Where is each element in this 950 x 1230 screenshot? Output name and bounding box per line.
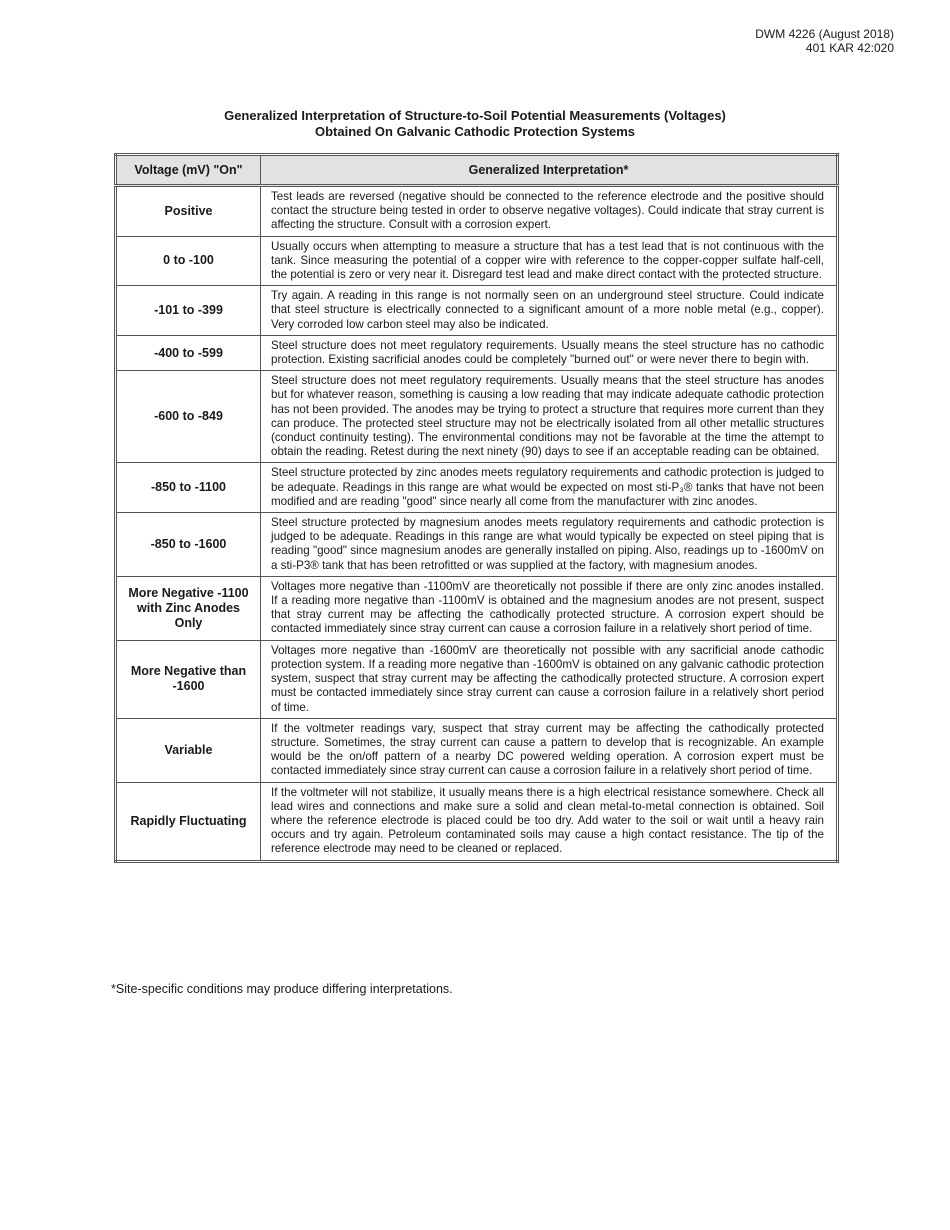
title-line-1: Generalized Interpretation of Structure-to-Soil Potential Measurements (Voltages) bbox=[224, 108, 726, 123]
interpretation-table-container bbox=[114, 153, 836, 863]
table-row bbox=[116, 718, 838, 782]
table-row bbox=[116, 513, 838, 577]
interpretation-cell: Voltages more negative than -1600mV are theoretically not possible with any sacrificial anode cathodic protection system. If a reading more negative than -1600mV is obtained on any galvanic cathodic protection system, suspect that stray current may be affecting the cathodically protected structure. A corrosion expert must be contacted immediately since stray current can cause a corrosion failure in a relatively short period of time. bbox=[261, 640, 838, 718]
column-header-voltage: Voltage (mV) "On" bbox=[116, 155, 261, 186]
interpretation-table bbox=[114, 153, 839, 863]
interpretation-cell: Try again. A reading in this range is not normally seen on an underground steel structure. Could indicate that steel structure is electrically connected to a significant amount of a more noble metal (e.g., copper). Very corroded low carbon steel may also be indicated. bbox=[261, 286, 838, 336]
table-row bbox=[116, 576, 838, 640]
interpretation-cell: Steel structure protected by magnesium anodes meets regulatory requirements and cathodic protection is judged to be adequate. Readings in this range are what would typically be expected on steel piping that is reading "good" since magnesium anodes are generally installed on piping. Also, readings up to -1600mV on a sti-P3® tank that has been retrofitted or was supplied at the factory, with magnesium anodes. bbox=[261, 513, 838, 577]
table-row bbox=[116, 335, 838, 370]
interpretation-cell: If the voltmeter readings vary, suspect that stray current may be affecting the cathodically protected structure. Sometimes, the stray current can cause a pattern to develop that is recognizable. An example would be the on/off pattern of a nearby DC powered welding operation. A corrosion expert must be contacted immediately since stray current can cause a corrosion failure in a relatively short period of time. bbox=[261, 718, 838, 782]
document-title bbox=[0, 108, 950, 140]
interpretation-cell: Voltages more negative than -1100mV are theoretically not possible if there are only zinc anodes installed. If a reading more negative than -1100mV is obtained and the magnesium anodes are not present, suspect that stray current may be affecting the cathodically protected structure. A corrosion expert should be contacted immediately since stray current can cause a corrosion failure in a relatively short period of time. bbox=[261, 576, 838, 640]
voltage-cell: -600 to -849 bbox=[116, 371, 261, 463]
footnote: *Site-specific conditions may produce differing interpretations. bbox=[111, 982, 453, 996]
interpretation-cell: Steel structure does not meet regulatory requirements. Usually means the steel structure has no cathodic protection. Existing sacrificial anodes could be completely "burned out" or were never there to begin with. bbox=[261, 335, 838, 370]
table-row bbox=[116, 236, 838, 286]
document-reference bbox=[755, 27, 894, 55]
interpretation-cell: Usually occurs when attempting to measure a structure that has a test lead that is not continuous with the tank. Since measuring the potential of a copper wire with reference to the copper-copper sulfate half-cell, the potential is zero or very near it. Disregard test lead and make direct contact with the protected structure. bbox=[261, 236, 838, 286]
voltage-cell: 0 to -100 bbox=[116, 236, 261, 286]
table-row bbox=[116, 371, 838, 463]
voltage-cell: -850 to -1600 bbox=[116, 513, 261, 577]
voltage-cell: Rapidly Fluctuating bbox=[116, 782, 261, 861]
table-row bbox=[116, 640, 838, 718]
title-line-2: Obtained On Galvanic Cathodic Protection Systems bbox=[314, 124, 636, 139]
interpretation-cell: Test leads are reversed (negative should be connected to the reference electrode and the positive should contact the structure being tested in order to observe negative voltages). Could indicate that stray current is affecting the structure. Consult with a corrosion expert. bbox=[261, 186, 838, 237]
form-id: DWM 4226 (August 2018) bbox=[755, 27, 894, 41]
column-header-interpretation: Generalized Interpretation* bbox=[261, 155, 838, 186]
voltage-cell: Variable bbox=[116, 718, 261, 782]
table-row bbox=[116, 186, 838, 237]
voltage-cell: More Negative -1100 with Zinc Anodes Only bbox=[116, 576, 261, 640]
voltage-cell: -101 to -399 bbox=[116, 286, 261, 336]
table-row bbox=[116, 286, 838, 336]
table-header-row bbox=[116, 155, 838, 186]
regulation-citation: 401 KAR 42:020 bbox=[805, 41, 894, 55]
voltage-cell: More Negative than -1600 bbox=[116, 640, 261, 718]
table-row bbox=[116, 782, 838, 861]
voltage-cell: -400 to -599 bbox=[116, 335, 261, 370]
voltage-cell: -850 to -1100 bbox=[116, 463, 261, 513]
table-row bbox=[116, 463, 838, 513]
voltage-cell: Positive bbox=[116, 186, 261, 237]
interpretation-cell: If the voltmeter will not stabilize, it usually means there is a high electrical resistance somewhere. Check all lead wires and connections and make sure a solid and clean metal-to-metal connection is obtained. Soil where the reference electrode is placed could be too dry. Add water to the soil or wait until a heavy rain occurs and try again. Petroleum contaminated soils may cause a high contact resistance. The tip of the reference electrode may need to be cleaned or replaced. bbox=[261, 782, 838, 861]
interpretation-cell: Steel structure does not meet regulatory requirements. Usually means that the steel structure has anodes but for whatever reason, something is causing a low reading that may indicate adequate cathodic protection has not been provided. The anodes may be trying to protect a structure that requires more current than they can produce. The protected steel structure may not be electrically isolated from all other metallic structures (conduct continuity testing). The environmental conditions may not be favorable at the time the attempt to obtain the reading. Retest during the next ninety (90) days to see if an acceptable reading can be obtained. bbox=[261, 371, 838, 463]
interpretation-cell: Steel structure protected by zinc anodes meets regulatory requirements and cathodic protection is judged to be adequate. Readings in this range are what would be expected on most sti-P₃® tanks that have not been modified and are reading "good" since nearly all come from the manufacturer with zinc anodes. bbox=[261, 463, 838, 513]
